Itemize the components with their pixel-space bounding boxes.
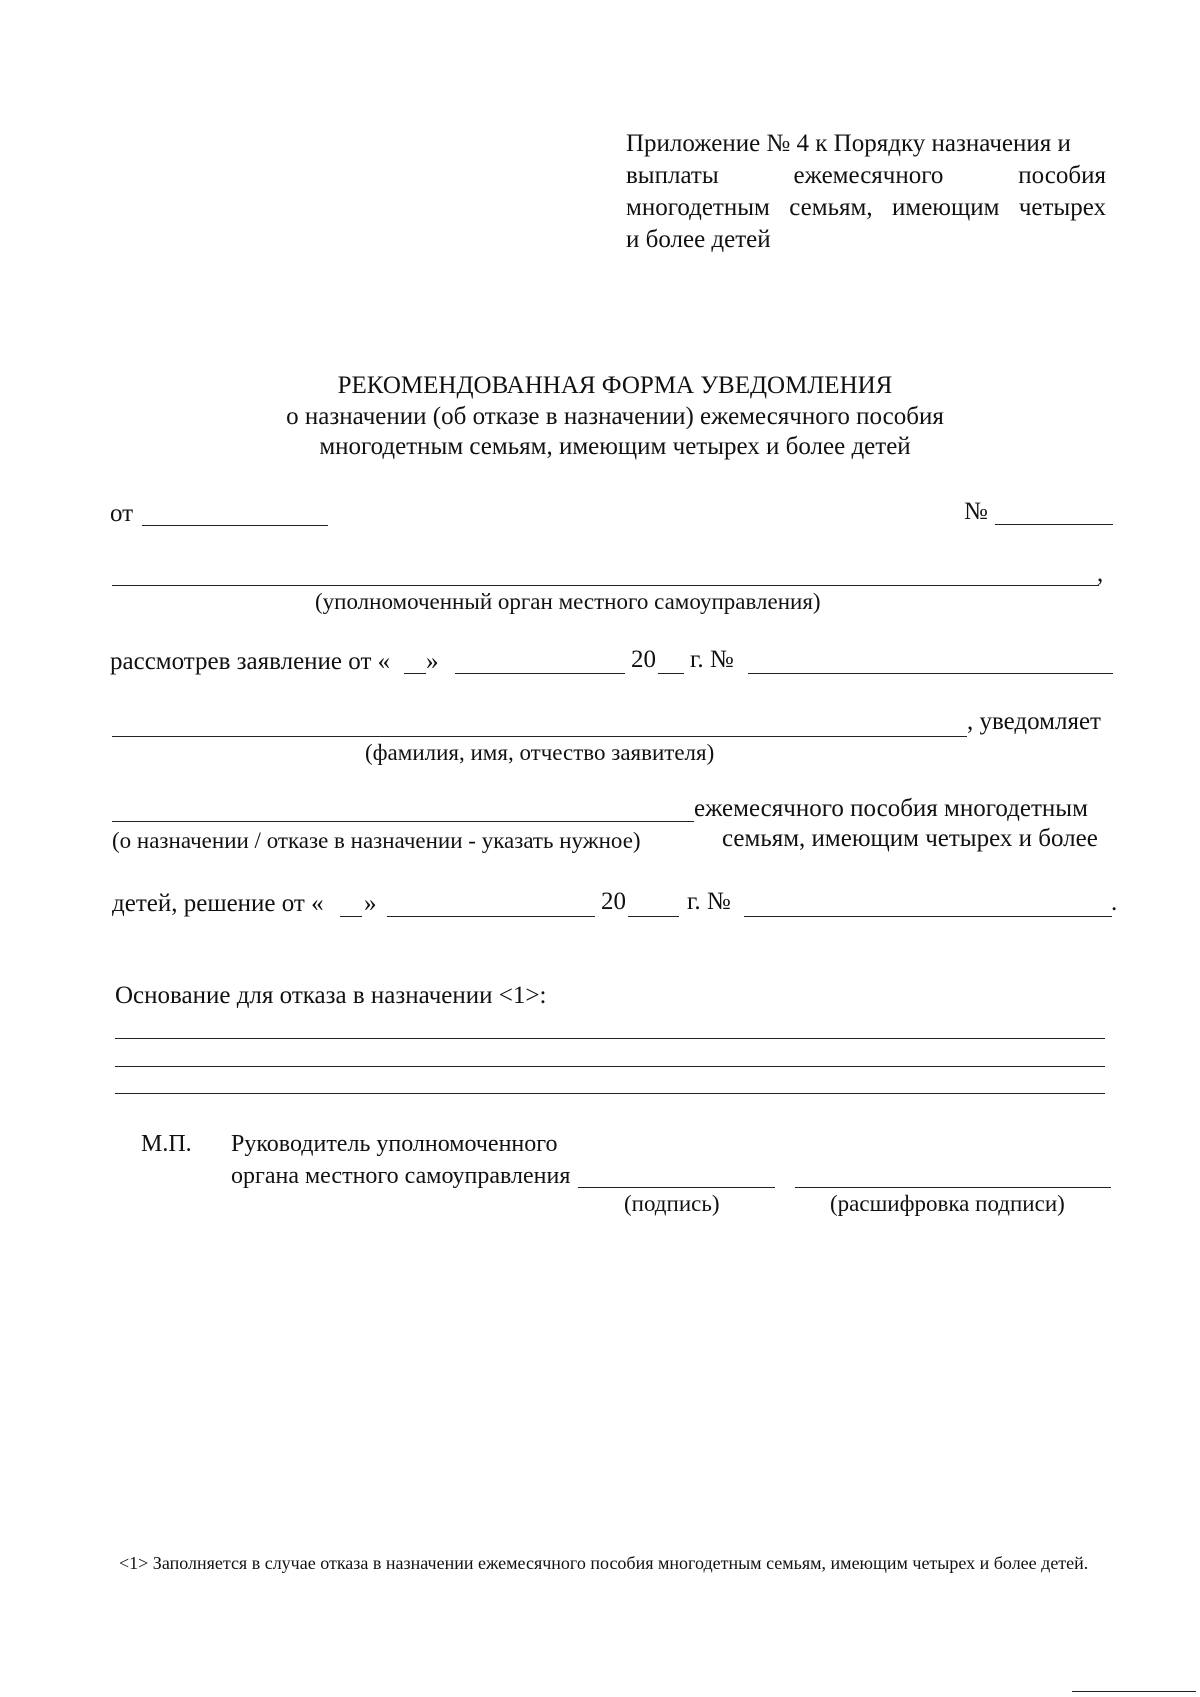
decision-year-field[interactable] [628, 916, 679, 917]
footnote: <1> Заполняется в случае отказа в назначении ежемесячного пособия многодетным семьям, имеющим четырех и более детей. [119, 1553, 1089, 1573]
form-subtitle-1: о назначении (об отказе в назначении) ежемесячного пособия [286, 403, 944, 430]
considered-prefix: рассмотрев заявление от « [110, 648, 391, 675]
appendix-line-4: и более детей [626, 226, 771, 253]
decision-number-field[interactable] [744, 916, 1112, 917]
signature-caption: (подпись) [624, 1191, 720, 1216]
appendix-word-3: пособия [1018, 162, 1106, 189]
decision-period: . [1111, 889, 1118, 916]
refusal-label: Основание для отказа в назначении <1>: [115, 982, 547, 1009]
appendix-word-2: ежемесячного [793, 162, 944, 189]
stamp-label: М.П. [141, 1131, 192, 1157]
date-field[interactable] [142, 525, 328, 526]
considered-day-field[interactable] [404, 673, 426, 674]
decision-number-label: г. № [687, 888, 731, 915]
signature-field[interactable] [578, 1187, 775, 1188]
applicant-field[interactable] [112, 736, 967, 737]
appendix-line-3: многодетным семьям, имеющим четырех [626, 194, 1106, 221]
decision-type-caption: (о назначении / отказе в назначении - указать нужное) [112, 828, 641, 853]
refusal-reason-line-1[interactable] [115, 1038, 1105, 1039]
considered-month-field[interactable] [455, 673, 625, 674]
benefit-text: ежемесячного пособия многодетным [694, 795, 1088, 822]
authority-comma: , [1097, 560, 1104, 587]
considered-quote: » [426, 648, 439, 675]
form-title: РЕКОМЕНДОВАННАЯ ФОРМА УВЕДОМЛЕНИЯ [337, 372, 893, 399]
decision-day-field[interactable] [340, 916, 362, 917]
head-title-line-1: Руководитель уполномоченного [231, 1131, 558, 1157]
considered-year-field[interactable] [658, 673, 684, 674]
appendix-header [626, 128, 1106, 256]
appendix-word-1: выплаты [626, 162, 719, 189]
notifies-label: , уведомляет [967, 708, 1101, 735]
from-label: от [110, 500, 134, 527]
signature-decoding-field[interactable] [795, 1187, 1111, 1188]
applicant-caption: (фамилия, имя, отчество заявителя) [365, 740, 715, 765]
families-text: семьям, имеющим четырех и более [722, 825, 1098, 852]
number-field[interactable] [995, 524, 1113, 525]
decision-year-label: 20 [601, 888, 626, 915]
decision-quote: » [364, 890, 377, 917]
decision-prefix: детей, решение от « [112, 890, 324, 917]
number-label: № [964, 498, 988, 525]
considered-number-label: г. № [690, 646, 734, 673]
page-edge-mark [1072, 1691, 1196, 1692]
considered-year-label: 20 [631, 646, 656, 673]
authority-field[interactable] [112, 585, 1099, 586]
authority-caption: (уполномоченный орган местного самоуправления) [315, 589, 821, 614]
considered-number-field[interactable] [748, 673, 1113, 674]
decoding-caption: (расшифровка подписи) [830, 1191, 1065, 1216]
decision-month-field[interactable] [387, 916, 595, 917]
refusal-reason-line-3[interactable] [115, 1093, 1105, 1094]
head-title-line-2: органа местного самоуправления [231, 1163, 571, 1189]
refusal-reason-line-2[interactable] [115, 1066, 1105, 1067]
appendix-line-1: Приложение № 4 к Порядку назначения и [626, 130, 1071, 157]
decision-type-field[interactable] [112, 821, 694, 822]
form-subtitle-2: многодетным семьям, имеющим четырех и более детей [319, 433, 911, 460]
appendix-line-2 [626, 160, 1106, 192]
